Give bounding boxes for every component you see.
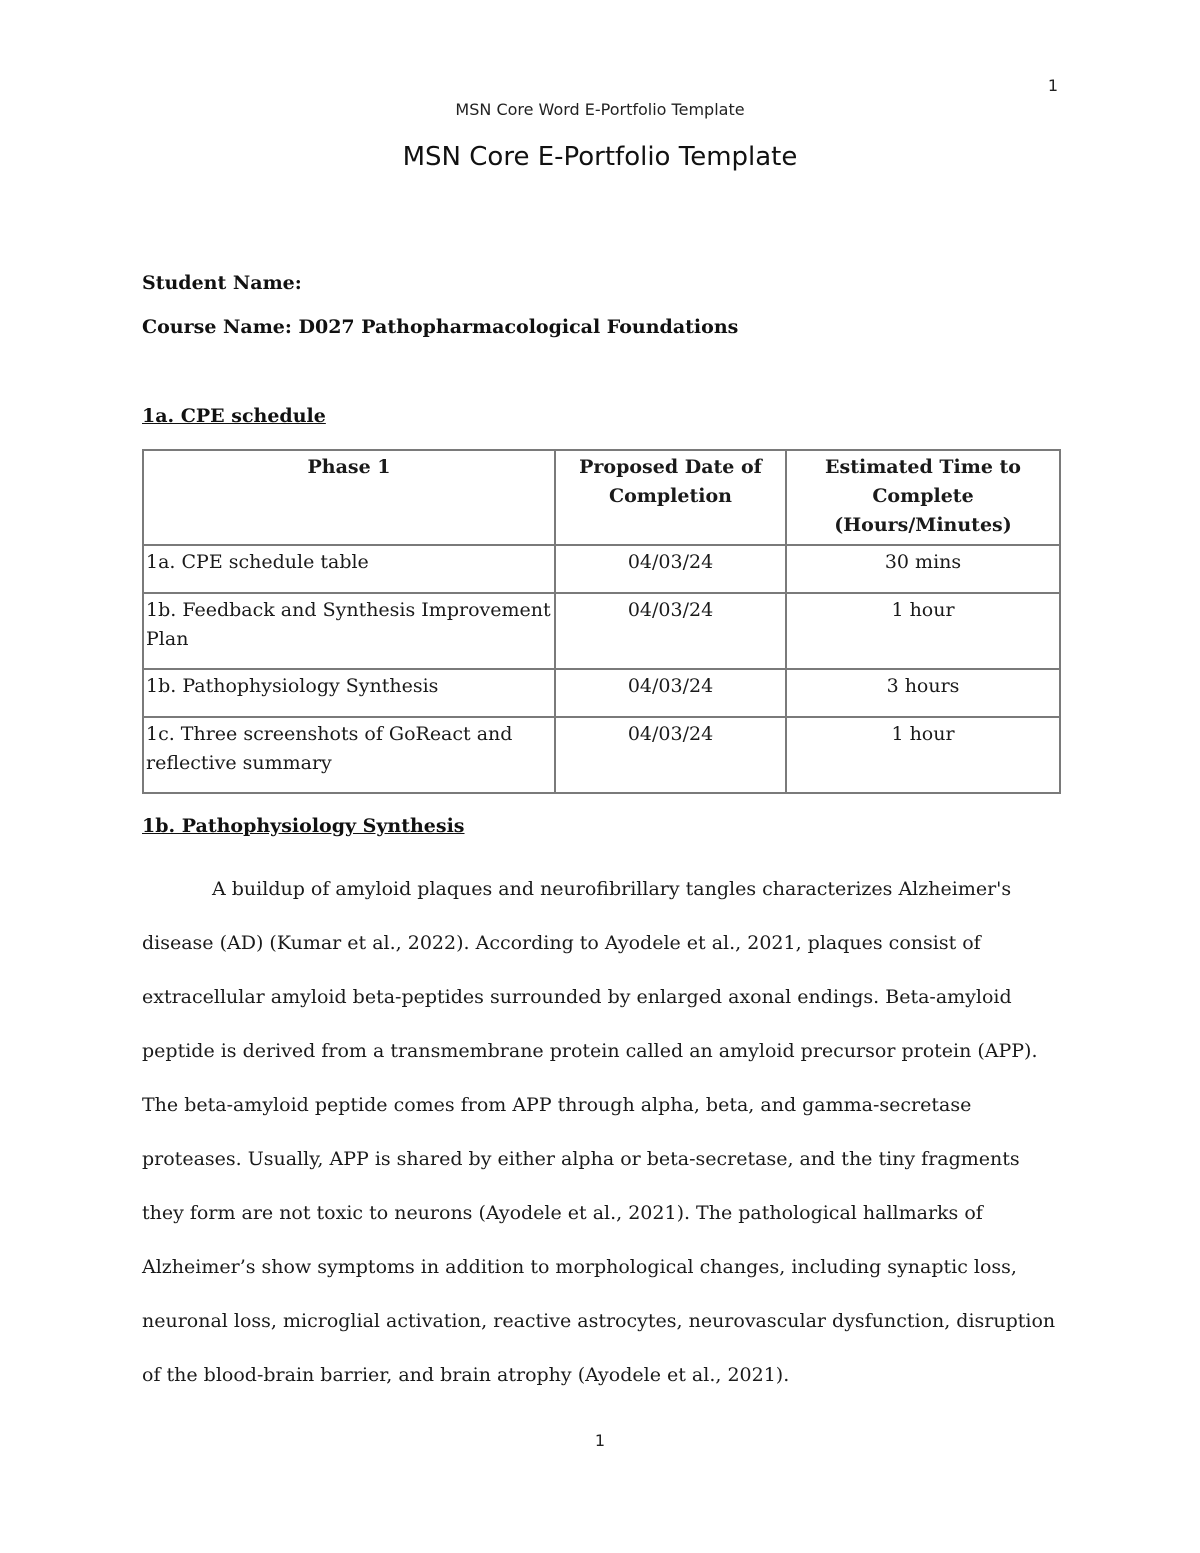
table-header-row <box>143 450 1060 545</box>
date-cell: 04/03/24 <box>555 717 786 793</box>
footer-page-number: 1 <box>594 1431 606 1450</box>
time-cell: 1 hour <box>786 717 1060 793</box>
date-cell: 04/03/24 <box>555 669 786 717</box>
section-heading-cpe-schedule: 1a. CPE schedule <box>142 405 326 427</box>
course-name-label: Course Name: D027 Pathopharmacological Foundations <box>142 316 739 338</box>
date-cell: 04/03/24 <box>555 593 786 669</box>
column-header-proposed-date: Proposed Date of Completion <box>555 450 786 545</box>
task-cell: 1a. CPE schedule table <box>143 545 555 593</box>
date-cell: 04/03/24 <box>555 545 786 593</box>
table-row <box>143 717 1060 793</box>
student-name-label: Student Name: <box>142 272 302 294</box>
table-row <box>143 593 1060 669</box>
task-cell: 1b. Pathophysiology Synthesis <box>143 669 555 717</box>
section-heading-pathophysiology-synthesis: 1b. Pathophysiology Synthesis <box>142 815 465 837</box>
document-title: MSN Core E-Portfolio Template <box>402 142 798 172</box>
table-row <box>143 545 1060 593</box>
header-page-number: 1 <box>1047 76 1058 95</box>
column-header-estimated-time: Estimated Time to Complete (Hours/Minutes) <box>786 450 1060 545</box>
synthesis-paragraph: A buildup of amyloid plaques and neurofibrillary tangles characterizes Alzheimer's disease (AD) (Kumar et al., 2022). According to Ayodele et al., 2021, plaques consist of extracellular amyloid beta-peptides surrounded by enlarged axonal endings. Beta-amyloid peptide is derived from a transmembrane protein called an amyloid precursor protein (APP). The beta-amyloid peptide comes from APP through alpha, beta, and gamma-secretase proteases. Usually, APP is shared by either alpha or beta-secretase, and the tiny fragments they form are not toxic to neurons (Ayodele et al., 2021). The pathological hallmarks of Alzheimer’s show symptoms in addition to morphological changes, including synaptic loss, neuronal loss, microglial activation, reactive astrocytes, neurovascular dysfunction, disruption of the blood-brain barrier, and brain atrophy (Ayodele et al., 2021). <box>142 878 1056 1386</box>
time-cell: 1 hour <box>786 593 1060 669</box>
table-row <box>143 669 1060 717</box>
cpe-schedule-table <box>142 449 1061 794</box>
time-cell: 30 mins <box>786 545 1060 593</box>
running-header: MSN Core Word E-Portfolio Template <box>455 100 745 119</box>
column-header-phase: Phase 1 <box>143 450 555 545</box>
task-cell: 1c. Three screenshots of GoReact and reflective summary <box>143 717 555 793</box>
task-cell: 1b. Feedback and Synthesis Improvement Plan <box>143 593 555 669</box>
time-cell: 3 hours <box>786 669 1060 717</box>
